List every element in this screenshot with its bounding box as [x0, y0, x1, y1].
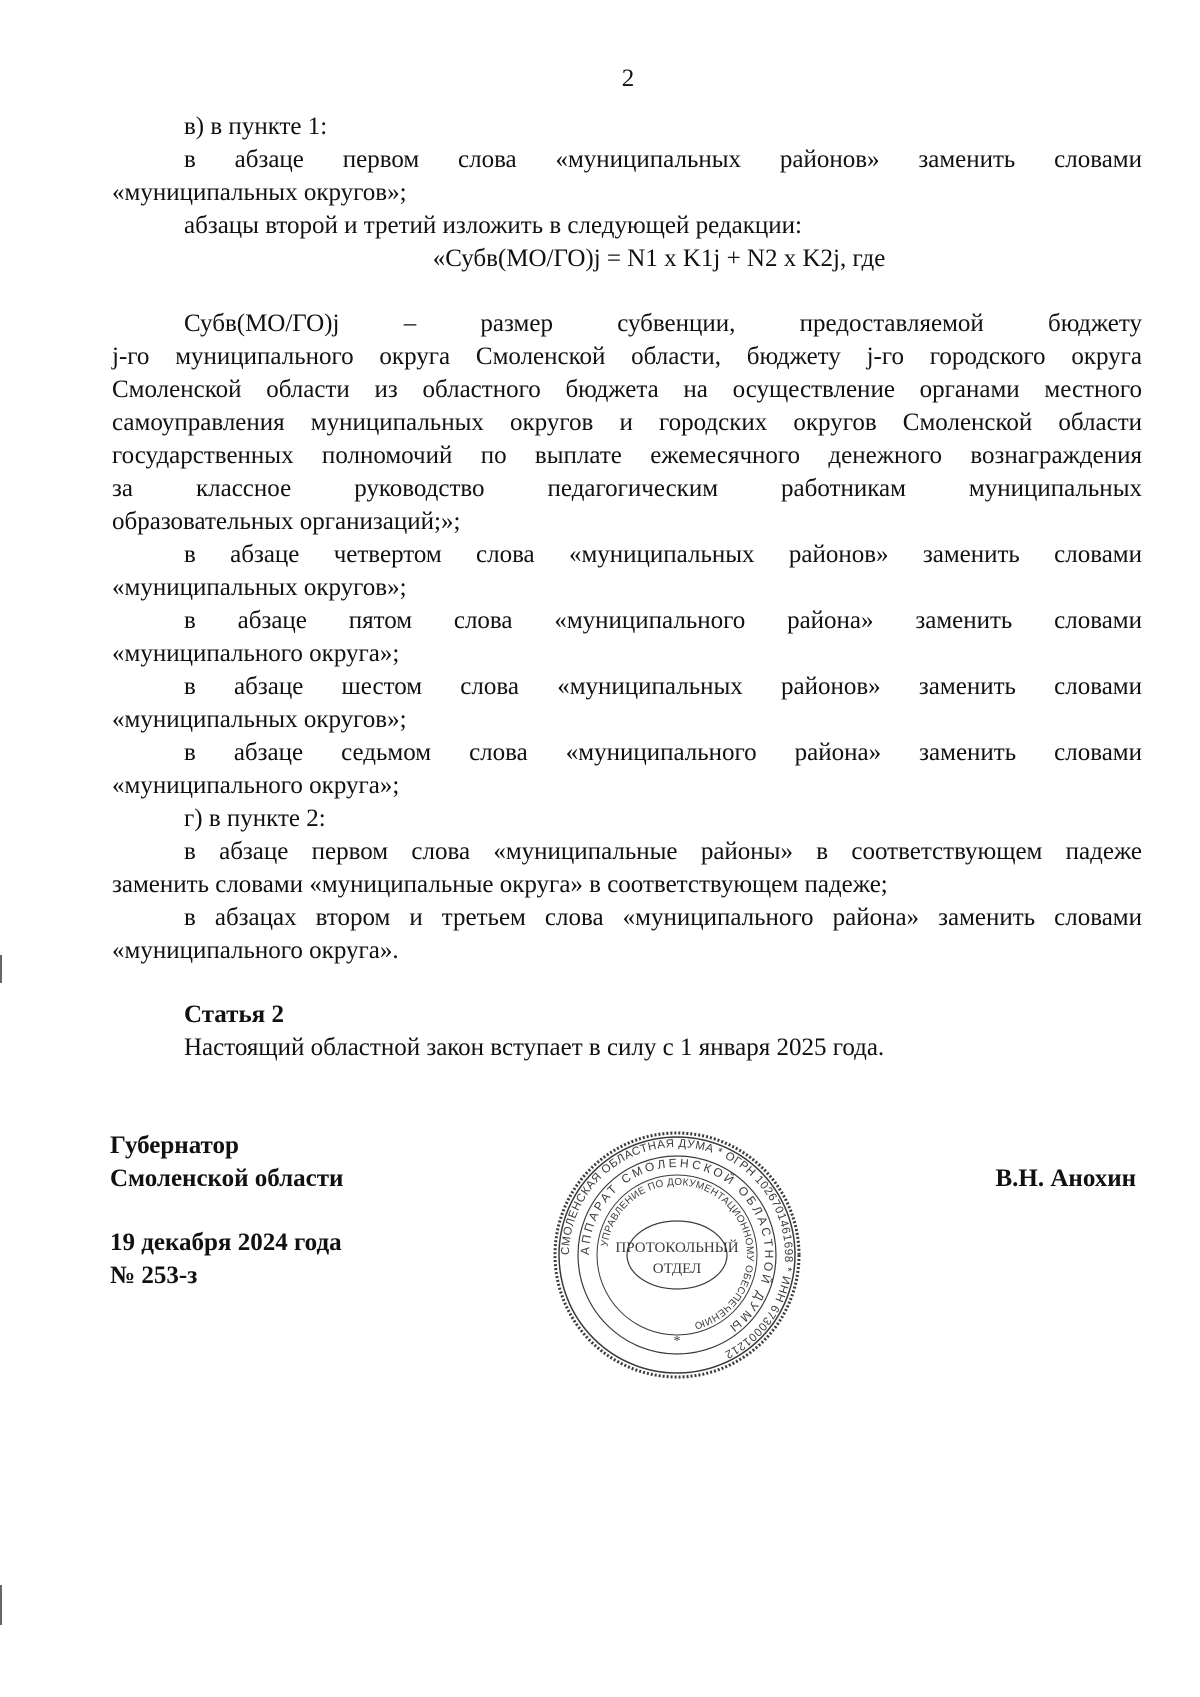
formula: «Субв(МО/ГО)j = N1 x K1j + N2 x K2j, где: [432, 245, 886, 272]
document-number: № 253-з: [110, 1262, 198, 1289]
signatory-position: Губернатор: [110, 1132, 239, 1159]
page-number: 2: [621, 65, 635, 92]
paragraph: в абзацах втором и третьем слова «муниципального района» заменить словами: [184, 904, 1142, 931]
seal-ring2-text: АППАРАТ СМОЛЕНСКОЙ ОБЛАСТНОЙ ДУМЫ: [577, 1155, 777, 1337]
paragraph: в) в пункте 1:: [184, 113, 328, 140]
paragraph: «муниципального округа».: [112, 937, 399, 964]
seal-center-line1: ПРОТОКОЛЬНЫЙ: [615, 1240, 739, 1256]
signatory-position: Смоленской области: [110, 1165, 344, 1192]
paragraph: абзацы второй и третий изложить в следующей редакции:: [184, 212, 802, 239]
document-date: 19 декабря 2024 года: [110, 1229, 342, 1256]
scan-edge-mark: [0, 1585, 2, 1625]
paragraph: Смоленской области из областного бюджета на осуществление органами местного: [112, 376, 1142, 403]
paragraph: в абзаце седьмом слова «муниципального района» заменить словами: [184, 739, 1142, 766]
article-text: Настоящий областной закон вступает в силу с 1 января 2025 года.: [184, 1034, 885, 1061]
seal-outer-text: СМОЛЕНСКАЯ ОБЛАСТНАЯ ДУМА * ОГРН 1026701461698 * ИНН 6730001212: [559, 1137, 795, 1361]
paragraph: «муниципальных округов»;: [112, 574, 407, 601]
paragraph: в абзаце первом слова «муниципальные районы» в соответствующем падеже: [184, 838, 1142, 865]
paragraph: образовательных организаций;»;: [112, 508, 461, 535]
paragraph: «муниципальных округов»;: [112, 706, 407, 733]
paragraph: «муниципального округа»;: [112, 772, 400, 799]
paragraph: в абзаце пятом слова «муниципального района» заменить словами: [184, 607, 1142, 634]
seal-ring3-text: УПРАВЛЕНИЕ ПО ДОКУМЕНТАЦИОННОМУ ОБЕСПЕЧЕНИЮ: [599, 1176, 756, 1331]
seal-center-line2: ОТДЕЛ: [652, 1261, 702, 1277]
paragraph: «муниципального округа»;: [112, 640, 400, 667]
paragraph: за классное руководство педагогическим работникам муниципальных: [112, 475, 1142, 502]
paragraph: государственных полномочий по выплате ежемесячного денежного вознаграждения: [112, 442, 1142, 469]
signatory-name: В.Н. Анохин: [995, 1165, 1136, 1192]
paragraph: j-го муниципального округа Смоленской области, бюджету j-го городского округа: [112, 343, 1142, 370]
paragraph: в абзаце первом слова «муниципальных районов» заменить словами: [184, 146, 1142, 173]
seal-star-icon: *: [673, 1334, 681, 1349]
paragraph: заменить словами «муниципальные округа» в соответствующем падеже;: [112, 871, 888, 898]
article-title: Статья 2: [184, 1001, 284, 1028]
paragraph: «муниципальных округов»;: [112, 179, 407, 206]
official-seal-stamp: [552, 1130, 802, 1380]
scan-edge-mark: [0, 955, 2, 983]
paragraph: в абзаце шестом слова «муниципальных районов» заменить словами: [184, 673, 1142, 700]
paragraph: в абзаце четвертом слова «муниципальных районов» заменить словами: [184, 541, 1142, 568]
paragraph: Субв(МО/ГО)j – размер субвенции, предоставляемой бюджету: [184, 310, 1142, 337]
paragraph: г) в пункте 2:: [184, 805, 326, 832]
paragraph: самоуправления муниципальных округов и городских округов Смоленской области: [112, 409, 1142, 436]
